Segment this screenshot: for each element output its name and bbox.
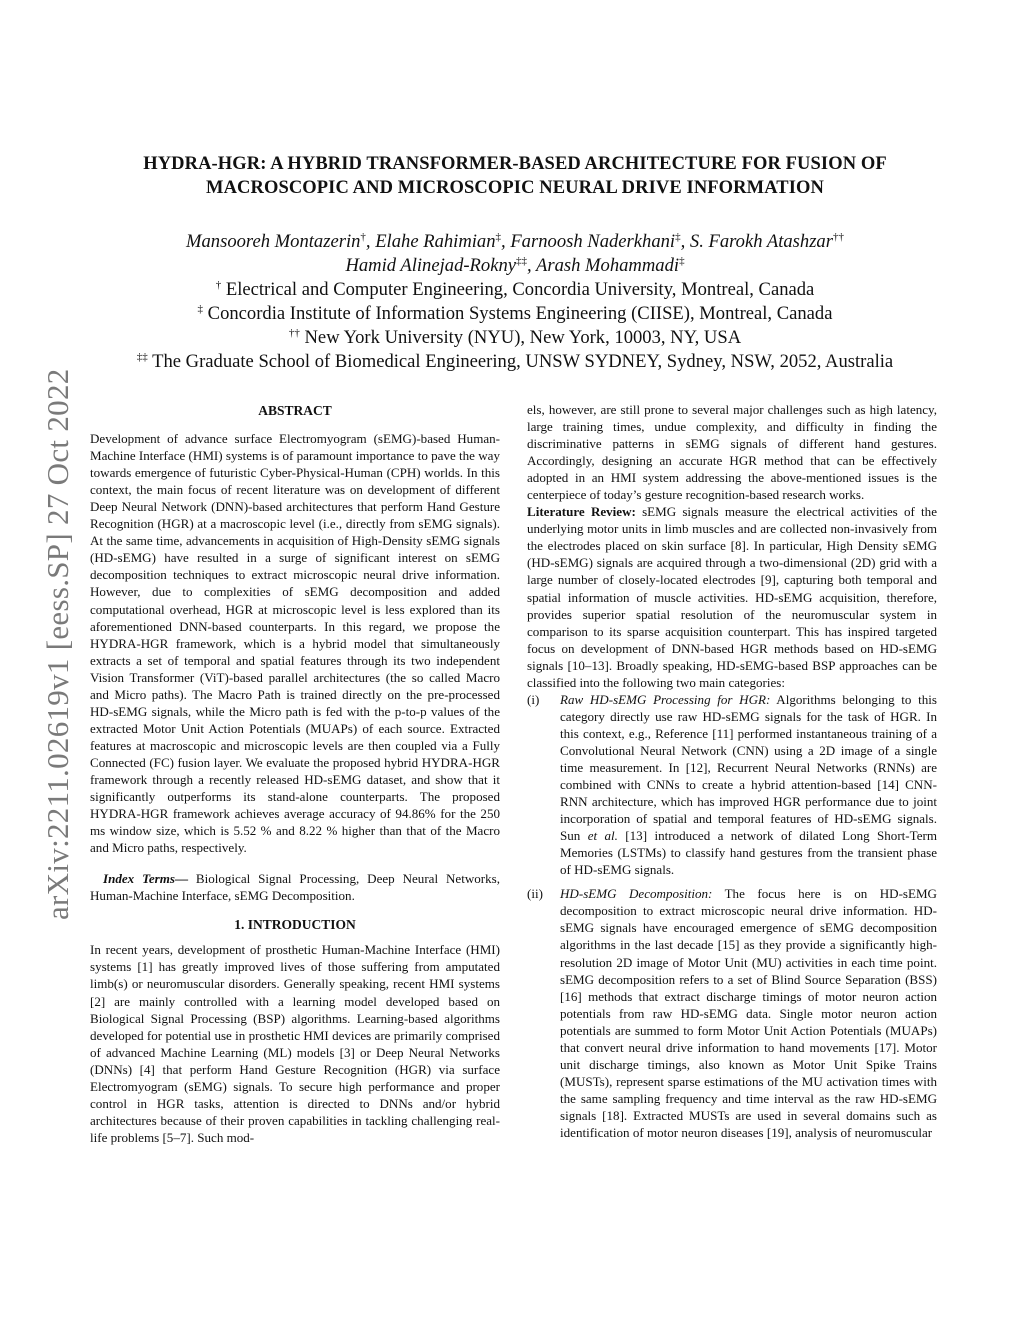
author-name: Elahe Rahimian <box>375 231 496 252</box>
affiliation-mark: †† <box>288 326 300 339</box>
affiliation-mark: ‡ <box>495 230 502 243</box>
abstract-body: Development of advance surface Electromyogram (sEMG)-based Human-Machine Interface (HMI) systems is of paramount importance to pave the way towards emergence of futuristic Cyber-Physical-Human (CPH) worlds. In this context, the main focus of recent literature was on development of different Deep Neural Network (DNN)-based architectures that perform Hand Gesture Recognition (HGR) at a macroscopic level (i.e., directly from sEMG signals). At the same time, advancements in acquisition of High-Density sEMG signals (HD-sEMG) have resulted in a surge of significant interest on sEMG decomposition techniques to extract microscopic neural drive information. However, due to complexities of sEMG decomposition and added computational overhead, HGR at microscopic level is less explored than its aforementioned DNN-based counterparts. In this regard, we propose the HYDRA-HGR framework, which is a hybrid model that simultaneously extracts a set of temporal and spatial features through its two independent Vision Transformer (ViT)-based parallel architectures (the so called Macro and Micro paths). The Macro Path is trained directly on the pre-processed HD-sEMG signals, while the Micro path is fed with the p-to-p values of the extracted Motor Unit Action Potentials (MUAPs) of each source. Extracted features at macroscopic and microscopic levels are then coupled via a Fully Connected (FC) fusion layer. We evaluate the proposed hybrid HYDRA-HGR framework through a recently released HD-sEMG dataset, and show that it significantly outperforms its stand-alone counterparts. The proposed HYDRA-HGR framework achieves average accuracy of 94.86% for the 250 ms window size, which is 5.52 % and 8.22 % higher than that of the Macro and Micro paths, respectively. <box>90 431 500 856</box>
title-line-1: HYDRA-HGR: A HYBRID TRANSFORMER-BASED ARCHITECTURE FOR FUSION OF <box>143 154 887 174</box>
title-line-2: MACROSCOPIC AND MICROSCOPIC NEURAL DRIVE INFORMATION <box>206 178 824 198</box>
index-terms-label: Index Terms <box>103 871 175 887</box>
category-item-decomposition <box>527 885 937 1141</box>
category-text-end: [13] introduced a network of dilated Long Short-Term Memories (LSTMs) to classify hand gestures from the transient phase of HD-sEMG signals. <box>560 828 937 878</box>
introduction-heading: 1. INTRODUCTION <box>234 917 356 933</box>
author-name: Farnoosh Naderkhani <box>510 231 676 252</box>
author-separator: , <box>527 255 536 276</box>
paper-title <box>90 152 940 200</box>
affiliation-mark: ‡‡ <box>136 350 148 363</box>
affiliation-text: New York University (NYU), New York, 10003, NY, USA <box>299 327 742 348</box>
list-label: (ii) <box>527 886 543 902</box>
list-label: (i) <box>527 691 540 707</box>
affiliation-text: The Graduate School of Biomedical Engineering, UNSW SYDNEY, Sydney, NSW, 2052, Australia <box>147 351 894 372</box>
affiliation-mark: ‡ <box>675 230 681 243</box>
literature-review-text: sEMG signals measure the electrical activities of the underlying motor units in limb muscles and are collected non-invasively from the electrodes placed on skin surface [8]. In particular, High Density sEMG (HD-sEMG) signals are acquired through a two-dimensional (2D) grid with a large number of closely-located electrodes [9], capturing both temporal and spatial information of muscle activities. HD-sEMG acquisition, therefore, provides superior spatial resolution of the neuromuscular system in comparison to its sparse acquisition counterpart. This has inspired targeted focus on development of DNN-based HGR methods based on HD-sEMG signals [10–13]. Broadly speaking, HD-sEMG-based BSP approaches can be classified into the following two main categories: <box>527 504 937 690</box>
affiliation-text: Concordia Institute of Information Systems Engineering (CIISE), Montreal, Canada <box>203 303 833 324</box>
author-name: Hamid Alinejad-Rokny <box>345 255 517 276</box>
literature-review-label: Literature Review: <box>527 504 636 520</box>
right-column <box>527 401 937 1141</box>
author-name: Mansooreh Montazerin <box>186 231 361 252</box>
author-name: Arash Mohammadi <box>535 255 680 276</box>
affiliation-text: Electrical and Computer Engineering, Concordia University, Montreal, Canada <box>221 279 815 300</box>
category-text: The focus here is on HD-sEMG decomposition to extract microscopic neural drive information. HD-sEMG signals have encouraged emergence of sEMG decomposition algorithms in the last decade [15] as they provide a significantly high-resolution 2D image of Motor Unit (MU) activities in each time point. sEMG decomposition refers to a set of Blind Source Separation (BSS) [16] methods that extract discharge timings of motor neuron action potentials from raw HD-sEMG data. Single motor neuron action potentials are summed to form Motor Unit Action Potentials (MUAPs) that convert neural drive information to hand movements [17]. Motor unit discharge timings, also known as Motor Unit Spike Trains (MUSTs), represent sparse estimations of the MU activation times with the same sampling frequency and time interval as the raw HD-sEMG signals [18]. Extracted MUSTs are used in several domains such as identification of motor neuron diseases [19], analysis of neuromuscular <box>560 886 937 1140</box>
paper-header <box>90 152 940 374</box>
author-name: S. Farokh Atashzar <box>689 231 833 252</box>
affiliation-mark: ‡ <box>679 254 685 267</box>
index-terms <box>90 870 500 904</box>
affiliation-line <box>90 302 940 326</box>
index-terms-dash: — <box>174 871 188 887</box>
author-list <box>90 230 940 278</box>
affiliation-mark: ‡‡ <box>516 254 528 267</box>
author-separator: , <box>365 231 376 252</box>
category-title: Raw HD-sEMG Processing for HGR: <box>560 691 771 707</box>
category-title: HD-sEMG Decomposition: <box>560 886 713 902</box>
abstract-heading: ABSTRACT <box>258 403 332 418</box>
affiliation-mark: † <box>215 278 222 291</box>
left-column <box>90 402 500 1146</box>
index-terms-text: Biological Signal Processing, Deep Neural Networks, Human-Machine Interface, sEMG Decomposition. <box>90 871 500 904</box>
introduction-body: In recent years, development of prosthetic Human-Machine Interface (HMI) systems [1] has greatly improved lives of those suffering from amputated limb(s) or neuromuscular disorders. Generally speaking, recent HMI systems [2] are mainly controlled with a learning model developed based on Biological Signal Processing (BSP) algorithms. Learning-based algorithms developed for potential use in prosthetic HMI devices are primarily comprised of advanced Machine Learning (ML) models [3] or Deep Neural Networks (DNNs) [4] that perform Hand Gesture Recognition (HGR) via surface Electromyogram (sEMG) signals. To secure high performance and proper control in HGR tasks, attention is directed to DNNs and/or hybrid architectures because of their proven capabilities in tackling challenging real-life problems [5–7]. Such mod- <box>90 942 500 1145</box>
affiliation-line <box>90 350 940 374</box>
affiliation-mark: ‡ <box>197 302 204 315</box>
author-separator: , <box>680 231 690 252</box>
affiliation-line <box>90 326 940 350</box>
arxiv-identifier-stamp: arXiv:2211.02619v1 [eess.SP] 27 Oct 2022 <box>40 368 75 920</box>
affiliation-line <box>90 278 940 302</box>
category-item-raw <box>527 691 937 879</box>
literature-review-paragraph <box>527 503 937 691</box>
author-separator: , <box>501 231 511 252</box>
introduction-continuation: els, however, are still prone to several major challenges such as high latency, large training times, undue complexity, and difficulty in finding the discriminative patterns in sEMG signals of different hand gestures. Accordingly, designing an accurate HGR method that can be effectively adopted in an HMI system addressing the above-mentioned issues is the centerpiece of today’s gesture recognition-based research works. <box>527 402 937 503</box>
category-text: Algorithms belonging to this category directly use raw HD-sEMG signals for the task of HGR. In this context, e.g., Reference [11] performed instantaneous training of a Convolutional Neural Network (CNN) using a 2D image of a single time measurement. In [12], Recurrent Neural Networks (RNNs) are combined with CNNs to create a hybrid attention-based [14] CNN-RNN architecture, which has improved HGR performance due to joint incorporation of spatial and temporal features of HD-sEMG signals. Sun <box>560 691 937 844</box>
et-al: et al. <box>587 828 618 844</box>
affiliation-mark: † <box>360 230 366 243</box>
affiliation-mark: †† <box>832 230 844 243</box>
